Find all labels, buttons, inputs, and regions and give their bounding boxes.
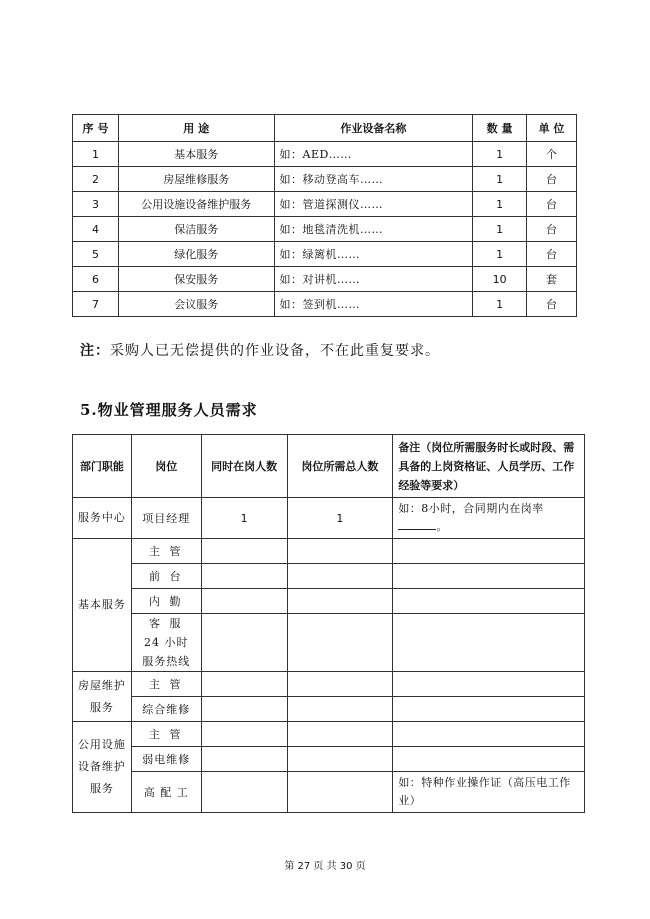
post-front-desk: 前 台	[131, 564, 201, 589]
row-quantity: 1	[473, 167, 527, 192]
row-no: 3	[73, 192, 119, 217]
row-equipment-name: 如：绿篱机……	[274, 242, 473, 267]
note-paragraph	[80, 340, 440, 360]
header-total: 岗位所需总人数	[287, 435, 393, 498]
row-use: 会议服务	[118, 292, 274, 317]
row-unit: 台	[527, 242, 577, 267]
header-equipment-name: 作业设备名称	[274, 115, 473, 142]
dept-line: 房屋维护	[77, 678, 126, 692]
post-line: 24 小时	[144, 636, 189, 649]
table-row	[73, 498, 585, 539]
total-count: 1	[287, 498, 393, 539]
header-simultaneous: 同时在岗人数	[201, 435, 287, 498]
row-unit: 台	[527, 217, 577, 242]
post-customer-service	[131, 614, 201, 672]
table-row	[73, 292, 577, 317]
row-no: 7	[73, 292, 119, 317]
dept-facility-maintenance	[73, 722, 132, 813]
row-quantity: 1	[473, 142, 527, 167]
row-equipment-name: 如：地毯清洗机……	[274, 217, 473, 242]
row-use: 保安服务	[118, 267, 274, 292]
post-supervisor: 主 管	[131, 722, 201, 747]
blank-line	[398, 518, 436, 530]
row-use: 基本服务	[118, 142, 274, 167]
table-row	[73, 242, 577, 267]
table-row	[73, 142, 577, 167]
post-supervisor: 主 管	[131, 539, 201, 564]
table-row	[73, 217, 577, 242]
row-no: 2	[73, 167, 119, 192]
row-quantity: 1	[473, 242, 527, 267]
equipment-table	[72, 114, 577, 317]
header-unit: 单 位	[527, 115, 577, 142]
simultaneous-count: 1	[201, 498, 287, 539]
header-dept: 部门职能	[73, 435, 132, 498]
row-use: 绿化服务	[118, 242, 274, 267]
section-title: 5.物业管理服务人员需求	[80, 401, 258, 419]
row-no: 4	[73, 217, 119, 242]
table-row	[73, 772, 585, 813]
row-unit: 台	[527, 292, 577, 317]
staff-table	[72, 434, 585, 813]
post-supervisor: 主 管	[131, 672, 201, 697]
header-post: 岗位	[131, 435, 201, 498]
post-office-staff: 内 勤	[131, 589, 201, 614]
row-quantity: 1	[473, 292, 527, 317]
remark-prefix: 如：8小时，合同期内在岗率	[398, 502, 544, 515]
dept-line: 公用设施	[77, 738, 126, 751]
table-row	[73, 539, 585, 564]
row-unit: 套	[527, 267, 577, 292]
table-row	[73, 267, 577, 292]
remark-high-voltage: 如：特种作业操作证（高压电工作业）	[393, 772, 585, 813]
table-row	[73, 167, 577, 192]
post-line: 服务热线	[142, 655, 191, 668]
table-row	[73, 722, 585, 747]
row-unit: 台	[527, 167, 577, 192]
page-footer: 第 27 页 共 30 页	[284, 861, 366, 872]
note-text: 采购人已无偿提供的作业设备，不在此重复要求。	[110, 343, 440, 359]
row-no: 6	[73, 267, 119, 292]
dept-basic-service: 基本服务	[73, 539, 132, 672]
equipment-table-header	[73, 115, 577, 142]
table-row	[73, 589, 585, 614]
row-quantity: 10	[473, 267, 527, 292]
remark-suffix: 。	[436, 520, 448, 533]
post-low-voltage-repair: 弱电维修	[131, 747, 201, 772]
row-no: 1	[73, 142, 119, 167]
remark-project-manager	[393, 498, 585, 539]
header-remark: 备注（岗位所需服务时长或时段、需具备的上岗资格证、人员学历、工作经验等要求）	[393, 435, 585, 498]
row-unit: 个	[527, 142, 577, 167]
row-unit: 台	[527, 192, 577, 217]
header-quantity: 数 量	[473, 115, 527, 142]
table-row	[73, 614, 585, 672]
table-row	[73, 564, 585, 589]
row-quantity: 1	[473, 217, 527, 242]
post-general-repair: 综合维修	[131, 697, 201, 722]
row-equipment-name: 如：签到机……	[274, 292, 473, 317]
row-equipment-name: 如：管道探测仪……	[274, 192, 473, 217]
row-no: 5	[73, 242, 119, 267]
table-row	[73, 747, 585, 772]
table-row	[73, 697, 585, 722]
header-use: 用 途	[118, 115, 274, 142]
row-use: 保洁服务	[118, 217, 274, 242]
post-high-voltage-worker: 高 配 工	[131, 772, 201, 813]
dept-line: 设备维护	[77, 760, 126, 773]
post-line: 客 服	[149, 617, 184, 630]
row-equipment-name: 如：移动登高车……	[274, 167, 473, 192]
row-use: 房屋维修服务	[118, 167, 274, 192]
row-equipment-name: 如：AED……	[274, 142, 473, 167]
row-use: 公用设施设备维护服务	[118, 192, 274, 217]
note-label: 注：	[80, 343, 110, 359]
dept-service-center: 服务中心	[73, 498, 132, 539]
staff-table-header	[73, 435, 585, 498]
table-row	[73, 192, 577, 217]
table-row	[73, 672, 585, 697]
row-equipment-name: 如：对讲机……	[274, 267, 473, 292]
row-quantity: 1	[473, 192, 527, 217]
post-project-manager: 项目经理	[131, 498, 201, 539]
dept-line: 服务	[89, 700, 114, 714]
dept-line: 服务	[89, 782, 114, 795]
dept-housing-maintenance	[73, 672, 132, 722]
header-no: 序 号	[73, 115, 119, 142]
